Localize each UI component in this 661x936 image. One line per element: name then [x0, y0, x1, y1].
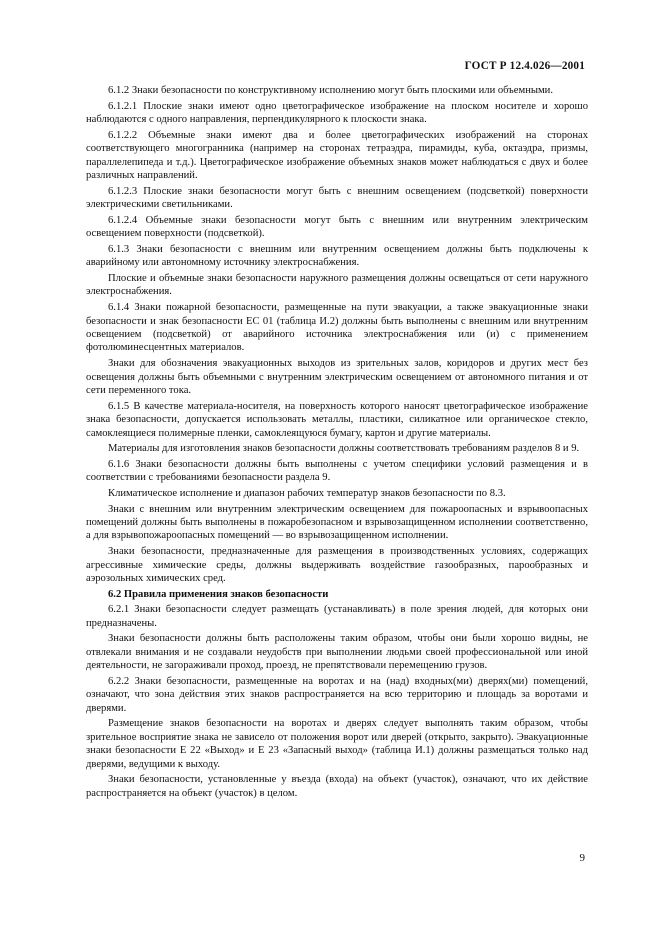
paragraph: 6.1.6 Знаки безопасности должны быть выполнены с учетом специфики условий размещения и в соответствии с требованиями безопасности раздела 9.: [86, 458, 588, 484]
paragraph: 6.1.2.3 Плоские знаки безопасности могут быть с внешним освещением (подсветкой) поверхности электрическими светильниками.: [86, 185, 588, 211]
paragraph: 6.1.2.4 Объемные знаки безопасности могут быть с внешним или внутренним электрическим освещением поверхности (подсветкой).: [86, 214, 588, 240]
paragraph: 6.1.2 Знаки безопасности по конструктивному исполнению могут быть плоскими или объемными.: [108, 85, 553, 96]
document-body: [86, 84, 588, 802]
page-number: 9: [579, 852, 585, 864]
paragraph: Материалы для изготовления знаков безопасности должны соответствовать требованиям разделов 8 и 9.: [108, 443, 580, 455]
paragraph: 6.1.5 В качестве материала-носителя, на поверхность которого наносят цветографическое изображение знака безопасности, допускается использовать металлы, пластики, силикатное или органическое стекло, самоклеящиеся полимерные пленки, самоклеящуюся бумагу, картон и другие материалы.: [86, 400, 588, 439]
document-code-header: ГОСТ Р 12.4.026—2001: [464, 60, 585, 72]
paragraph: Знаки безопасности должны быть расположены таким образом, чтобы они были хорошо видны, не отвлекали внимания и не создавали неудобств при выполнении людьми своей профессиональной или иной деятельности, не загораживали проход, проезд, не препятствовали перемещению грузов.: [86, 633, 588, 672]
paragraph: 6.1.4 Знаки пожарной безопасности, размещенные на пути эвакуации, а также эвакуационные знаки безопасности и знак безопасности ЕС 01 (таблица И.2) должны быть выполнены с внешним или внутренним освещением (подсветкой) от аварийного источника электроснабжения или (и) с применением фотолюминесцентных материалов.: [86, 302, 588, 354]
paragraph: 6.1.2.1 Плоские знаки имеют одно цветографическое изображение на плоском носителе и хорошо наблюдаются с одного направления, перпендикулярного к плоскости знака.: [86, 100, 588, 126]
paragraph: Размещение знаков безопасности на воротах и дверях следует выполнять таким образом, чтобы зрительное восприятие знака не зависело от положения ворот или дверей (открыто, закрыто). Эвакуационные знаки безопасности Е 22 «Выход» и Е 23 «Запасный выход» (таблица И.1) должны размещаться только над дверями, ведущими к выходу.: [86, 718, 588, 770]
paragraph: Знаки с внешним или внутренним электрическим освещением для пожароопасных и взрывоопасных помещений должны быть выполнены в пожаробезопасном и взрывозащищенном исполнении соответственно, а для взрывопожароопасных помещений — во взрывозащищенном исполнении.: [86, 503, 588, 542]
paragraph: Знаки безопасности, предназначенные для размещения в производственных условиях, содержащих агрессивные химические среды, должны выдерживать воздействие газообразных, парообразных и аэрозольных химических сред.: [86, 546, 588, 585]
paragraph: 6.1.2.2 Объемные знаки имеют два и более цветографических изображений на сторонах соответствующего многогранника (например на сторонах тетраэдра, пирамиды, куба, октаэдра, призмы, параллелепипеда и т.д.). Цветографическое изображение объемных знаков может наблюдаться с двух и более различных направлений.: [86, 129, 588, 182]
paragraph: Знаки безопасности, установленные у въезда (входа) на объект (участок), означают, что их действие распространяется на объект (участок) в целом.: [86, 774, 588, 799]
paragraph: Знаки для обозначения эвакуационных выходов из зрительных залов, коридоров и других мест без освещения должны быть объемными с внутренним электрическим освещением от автономного питания и от сети переменного тока.: [86, 358, 588, 397]
paragraph: Плоские и объемные знаки безопасности наружного размещения должны освещаться от сети наружного электроснабжения.: [86, 273, 588, 298]
paragraph: 6.1.3 Знаки безопасности с внешним или внутренним освещением должны быть подключены к аварийному или автономному источнику электроснабжения.: [86, 243, 588, 269]
paragraph: 6.2.2 Знаки безопасности, размещенные на воротах и на (над) входных(ми) дверях(ми) помещений, означают, что зона действия этих знаков распространяется на всю территорию и площадь за воротами и дверями.: [86, 675, 588, 714]
paragraph: 6.2.1 Знаки безопасности следует размещать (устанавливать) в поле зрения людей, для которых они предназначены.: [86, 604, 588, 629]
paragraph: Климатическое исполнение и диапазон рабочих температур знаков безопасности по 8.3.: [108, 487, 506, 499]
section-heading: 6.2 Правила применения знаков безопасности: [108, 588, 329, 600]
